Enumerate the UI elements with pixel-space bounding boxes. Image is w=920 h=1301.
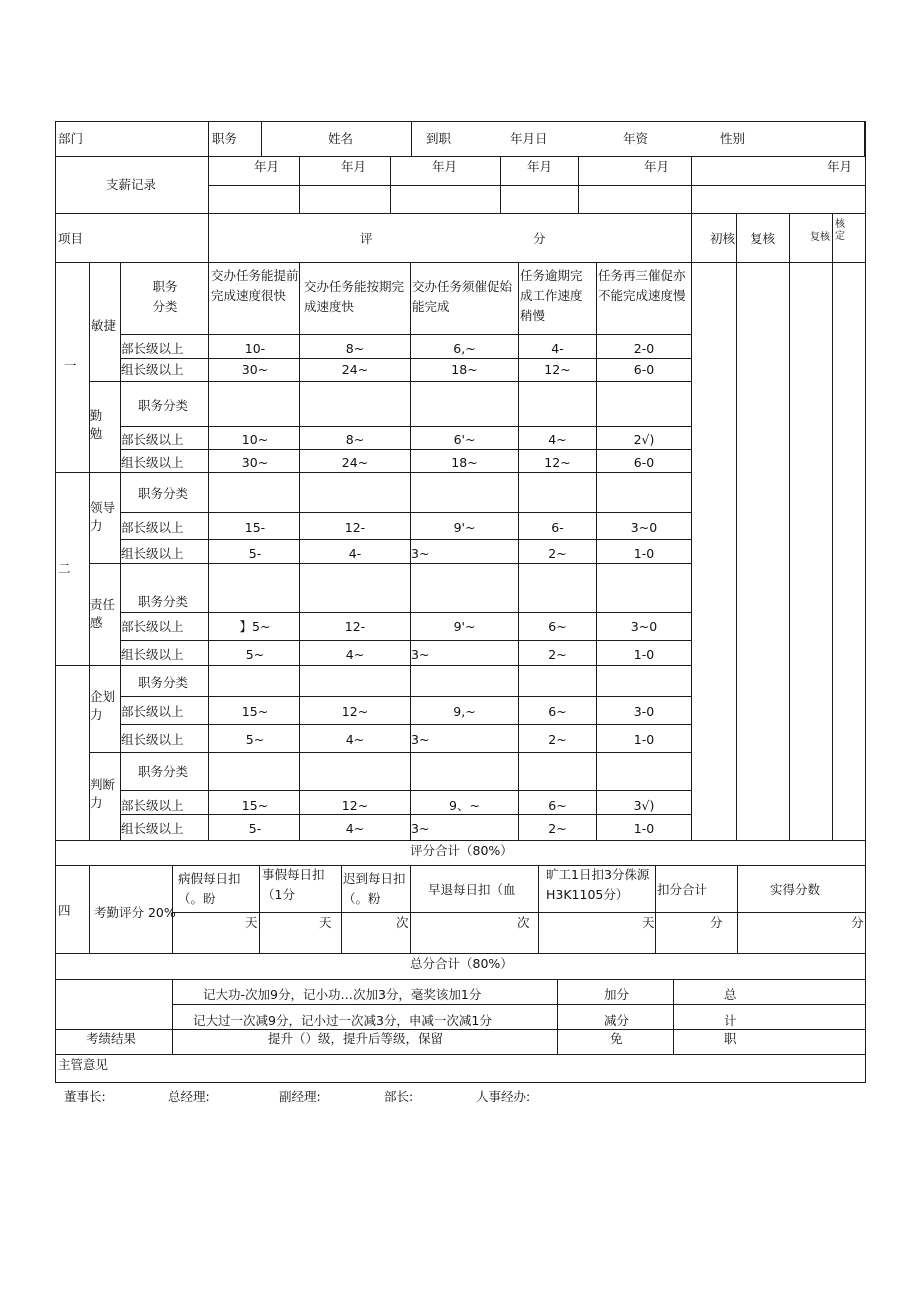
- table-rule: [259, 865, 260, 954]
- category-label-responsibility: 职务分类: [138, 594, 189, 609]
- criterion-1: 交办任务能提前完成速度很快: [211, 268, 299, 303]
- table-rule: [390, 156, 391, 214]
- row-label-planning_group: 组长级以上: [121, 732, 184, 747]
- table-rule: [208, 121, 209, 157]
- score-cell: 2√): [633, 432, 655, 447]
- score-cell: 12-: [344, 619, 366, 634]
- score-sum-label: 评分合计（80%）: [410, 843, 513, 858]
- row-label-judgment_dept: 部长级以上: [121, 798, 184, 813]
- score-cell: 10-: [244, 341, 266, 356]
- score-cell: 15-: [244, 520, 266, 535]
- table-rule: [578, 156, 579, 214]
- criterion-5: 任务再三催促亦不能完成速度慢: [598, 268, 686, 303]
- section-one: 一: [64, 358, 77, 373]
- score-cell: 18~: [451, 362, 478, 377]
- department-label: 部门: [58, 131, 84, 146]
- score-cell: 8~: [345, 432, 365, 447]
- row-label-diligence_dept: 部长级以上: [121, 432, 184, 447]
- trait-diligence: 勤勉: [89, 408, 103, 441]
- score-cell: 3√): [633, 798, 655, 813]
- recheck2-header: 复核: [810, 232, 830, 243]
- minus-label: 减分: [604, 1013, 630, 1028]
- score-cell: 2~: [548, 647, 567, 662]
- name-label: 姓名: [328, 131, 354, 146]
- score-cell: 2~: [548, 821, 567, 836]
- job-label: 职: [724, 1031, 737, 1046]
- trait-agility: 敏捷: [91, 318, 117, 333]
- score-cell: 12~: [544, 362, 571, 377]
- score-cell: 6-: [551, 520, 564, 535]
- demerit-text: 记大过一次减9分，记小过一次减3分，申减一次减1分: [193, 1013, 492, 1028]
- join-date-label: 年月日: [510, 131, 548, 146]
- salary-ym-4: 年月: [527, 159, 553, 174]
- criterion-2: 交办任务能按期完成速度快: [304, 279, 405, 314]
- table-rule: [89, 381, 692, 382]
- score-cell: 15~: [241, 798, 269, 813]
- score-cell: 9,~: [453, 704, 476, 719]
- table-rule: [865, 121, 866, 1083]
- row-label-leadership_dept: 部长级以上: [121, 520, 184, 535]
- table-rule: [55, 1029, 866, 1030]
- unit-point-2: 分: [851, 915, 864, 930]
- score-cell: 4~: [345, 647, 365, 662]
- trait-judgment: 判断力: [90, 777, 116, 810]
- result-label: 考绩结果: [86, 1031, 137, 1046]
- score-cell: 2~: [548, 732, 567, 747]
- table-rule: [89, 865, 90, 954]
- table-rule: [172, 979, 173, 1055]
- attendance-title: 考勤评分 20%: [94, 905, 176, 920]
- score-cell: 2~: [548, 546, 567, 561]
- criterion-3: 交办任务须催促始能完成: [412, 279, 513, 314]
- join-label: 到职: [426, 131, 452, 146]
- score-cell: 6'~: [453, 432, 476, 447]
- score-cell: 1-0: [633, 647, 655, 662]
- category-label-diligence: 职务分类: [138, 398, 189, 413]
- table-rule: [172, 912, 866, 913]
- row-label-judgment_group: 组长级以上: [121, 821, 184, 836]
- table-rule: [120, 640, 692, 641]
- row-label-agility_dept: 部长级以上: [121, 341, 184, 356]
- table-rule: [89, 563, 692, 564]
- total-label-1: 总: [724, 987, 737, 1002]
- table-rule: [120, 449, 692, 450]
- table-rule: [736, 213, 737, 841]
- score-cell: 10~: [241, 432, 269, 447]
- score-cell: 12~: [544, 455, 571, 470]
- row-label-diligence_group: 组长级以上: [121, 455, 184, 470]
- exempt-label: 免: [610, 1031, 623, 1046]
- table-rule: [55, 865, 866, 866]
- sick-leave-label: 病假每日扣（。盼: [178, 871, 241, 906]
- score-cell: 12~: [341, 704, 369, 719]
- score-cell: 6~: [548, 619, 567, 634]
- table-rule: [691, 156, 692, 214]
- actual-score-label: 实得分数: [770, 882, 821, 897]
- score-cell: 4~: [548, 432, 567, 447]
- table-rule: [120, 539, 692, 540]
- score-cell: 8~: [345, 341, 365, 356]
- table-rule: [789, 213, 790, 841]
- table-rule: [208, 213, 209, 263]
- score-cell: 4~: [345, 821, 365, 836]
- approve-header: 核定: [835, 219, 845, 242]
- table-rule: [89, 472, 692, 473]
- category-label-leadership: 职务分类: [138, 486, 189, 501]
- seniority-label: 年资: [623, 131, 649, 146]
- score-cell: 9'~: [453, 520, 476, 535]
- table-rule: [55, 121, 56, 1083]
- item-header: 项目: [58, 231, 84, 246]
- score-header-1: 评: [360, 231, 373, 246]
- score-cell: 4-: [348, 546, 362, 561]
- table-rule: [120, 612, 692, 613]
- score-cell: 5~: [245, 732, 265, 747]
- total-sum-label: 总分合计（80%）: [410, 956, 513, 971]
- signature-chairman: 董事长:: [64, 1089, 106, 1104]
- score-cell: 3~: [411, 732, 430, 747]
- deduct-total-label: 扣分合计: [657, 882, 708, 897]
- score-cell: 4~: [345, 732, 365, 747]
- table-rule: [89, 752, 692, 753]
- table-rule: [410, 865, 411, 954]
- score-cell: 24~: [341, 362, 369, 377]
- table-rule: [120, 512, 692, 513]
- signature-hr: 人事经办:: [476, 1089, 531, 1104]
- score-cell: 6~: [548, 704, 567, 719]
- score-cell: 30~: [241, 455, 269, 470]
- row-label-agility_group: 组长级以上: [121, 362, 184, 377]
- score-cell: 24~: [341, 455, 369, 470]
- score-cell: 12-: [344, 520, 366, 535]
- salary-ym-1: 年月: [254, 159, 280, 174]
- table-rule: [55, 979, 866, 980]
- salary-ym-6: 年月: [827, 159, 853, 174]
- section-two: 二: [58, 561, 71, 576]
- criterion-4: 任务逾期完成工作速度稍慢: [520, 268, 583, 323]
- table-rule: [299, 156, 300, 214]
- total-label-2: 计: [724, 1013, 737, 1028]
- personal-leave-label: 事假每日扣（1分: [262, 867, 325, 902]
- table-rule: [691, 213, 692, 841]
- score-cell: 5~: [245, 647, 265, 662]
- score-cell: 9'~: [453, 619, 476, 634]
- score-cell: 】5~: [239, 619, 271, 634]
- trait-planning: 企划力: [90, 689, 116, 722]
- score-cell: 3~: [411, 546, 430, 561]
- score-cell: 4-: [551, 341, 564, 356]
- table-rule: [208, 262, 209, 841]
- score-cell: 6~: [548, 798, 567, 813]
- initial-check-header: 初核: [710, 231, 736, 246]
- table-rule: [120, 814, 692, 815]
- table-rule: [55, 840, 866, 841]
- score-cell: 6-0: [633, 362, 655, 377]
- table-rule: [341, 865, 342, 954]
- table-rule: [55, 156, 866, 157]
- table-rule: [120, 358, 692, 359]
- table-rule: [89, 262, 90, 841]
- table-rule: [500, 156, 501, 214]
- table-rule: [832, 213, 833, 841]
- absent-label: 旷工1日扣3分侏源H3K1105分）: [546, 867, 650, 902]
- signature-deputy-manager: 副经理:: [279, 1089, 321, 1104]
- score-cell: 1-0: [633, 732, 655, 747]
- table-rule: [55, 121, 866, 122]
- position-label: 职务: [212, 131, 238, 146]
- table-rule: [411, 121, 412, 157]
- table-rule: [55, 472, 90, 473]
- salary-ym-5: 年月: [644, 159, 670, 174]
- table-rule: [55, 213, 866, 214]
- merit-text: 记大功-次加9分，记小功…次加3分，毫奖该加1分: [203, 987, 482, 1002]
- score-cell: 5-: [248, 821, 262, 836]
- category-label-planning: 职务分类: [138, 675, 189, 690]
- table-rule: [55, 953, 866, 954]
- unit-time-1: 次: [396, 915, 409, 930]
- section-four: 四: [58, 903, 71, 918]
- unit-day-2: 天: [319, 915, 332, 930]
- table-rule: [673, 979, 674, 1055]
- table-rule: [261, 121, 262, 157]
- score-cell: 1-0: [633, 546, 655, 561]
- salary-ym-3: 年月: [432, 159, 458, 174]
- table-rule: [737, 865, 738, 954]
- signature-minister: 部长:: [384, 1089, 414, 1104]
- unit-day-3: 天: [642, 915, 655, 930]
- table-rule: [89, 665, 692, 666]
- add-label: 加分: [604, 987, 630, 1002]
- score-cell: 3~: [411, 821, 430, 836]
- table-rule: [538, 865, 539, 954]
- salary-ym-2: 年月: [341, 159, 367, 174]
- gender-label: 性别: [720, 131, 746, 146]
- unit-time-2: 次: [517, 915, 530, 930]
- early-leave-label: 早退每日扣（血: [428, 882, 516, 897]
- result-text: 提升（）级，提升后等级，保留: [268, 1031, 444, 1046]
- unit-point-1: 分: [710, 915, 723, 930]
- score-header-2: 分: [533, 231, 546, 246]
- category-header: 职务 分类: [152, 279, 178, 314]
- trait-leadership: 领导力: [90, 500, 116, 533]
- score-cell: 3-0: [633, 704, 655, 719]
- signature-general-manager: 总经理:: [168, 1089, 210, 1104]
- score-cell: 18~: [451, 455, 478, 470]
- table-rule: [55, 1054, 866, 1055]
- score-cell: 30~: [241, 362, 269, 377]
- row-label-responsibility_dept: 部长级以上: [121, 619, 184, 634]
- score-cell: 6,~: [453, 341, 476, 356]
- late-label: 迟到每日扣（。粉: [343, 871, 406, 906]
- table-rule: [55, 665, 90, 666]
- supervisor-opinion-label: 主管意见: [58, 1057, 109, 1072]
- table-rule: [120, 334, 692, 335]
- table-rule: [120, 790, 692, 791]
- row-label-leadership_group: 组长级以上: [121, 546, 184, 561]
- table-rule: [55, 1082, 866, 1083]
- score-cell: 15~: [241, 704, 269, 719]
- table-rule: [120, 696, 692, 697]
- salary-record-label: 支薪记录: [106, 177, 157, 192]
- trait-responsibility: 责任感: [90, 597, 116, 630]
- score-cell: 12~: [341, 798, 369, 813]
- score-cell: 3~0: [630, 619, 658, 634]
- table-rule: [208, 185, 866, 186]
- table-rule: [172, 1004, 866, 1005]
- unit-day-1: 天: [245, 915, 258, 930]
- table-rule: [864, 121, 865, 157]
- category-label-judgment: 职务分类: [138, 764, 189, 779]
- recheck-header: 复核: [750, 231, 776, 246]
- table-rule: [120, 426, 692, 427]
- score-cell: 1-0: [633, 821, 655, 836]
- row-label-responsibility_group: 组长级以上: [121, 647, 184, 662]
- table-rule: [55, 262, 866, 263]
- score-cell: 2-0: [633, 341, 655, 356]
- table-rule: [557, 979, 558, 1055]
- row-label-planning_dept: 部长级以上: [121, 704, 184, 719]
- score-cell: 9、~: [449, 798, 480, 813]
- score-cell: 6-0: [633, 455, 655, 470]
- score-cell: 5-: [248, 546, 262, 561]
- score-cell: 3~0: [630, 520, 658, 535]
- table-rule: [120, 724, 692, 725]
- score-cell: 3~: [411, 647, 430, 662]
